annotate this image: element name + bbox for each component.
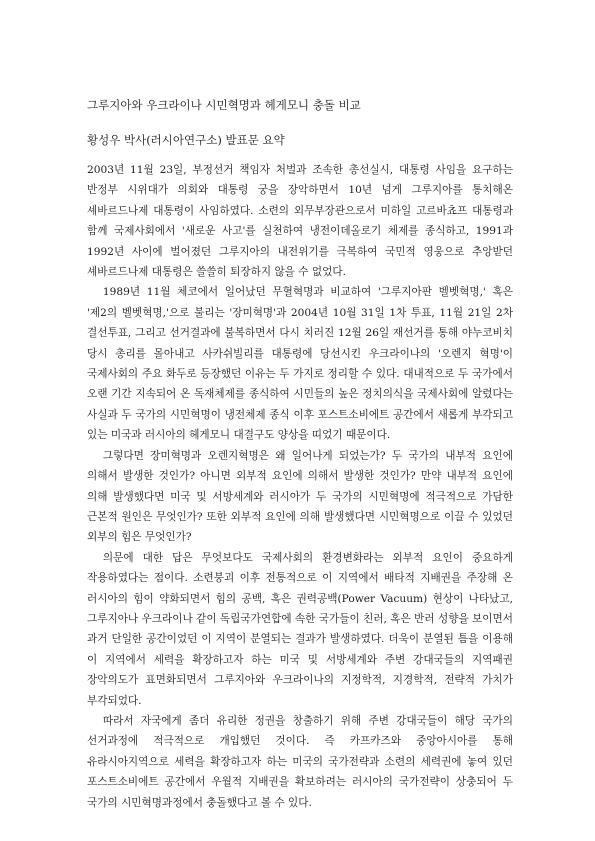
- paragraph: 그렇다면 장미혁명과 오렌지혁명은 왜 일어나게 되었는가? 두 국가의 내부적 요인에 의해서 발생한 것인가? 아니면 외부적 요인에 의해서 발생한 것인가? 만약 내부적 요인에 의해 발생했다면 미국 및 서방세계와 러시아가 두 국가의 시민혁명에 적극적으로 가담한 근본적 원인은 무엇인가? 또한 외부적 요인에 의해 발생했다면 시민혁명으로 이끌 수 있었던 외부의 힘은 무엇인가?: [87, 449, 513, 544]
- paragraph: 1989년 11월 체코에서 일어났던 무혈혁명과 비교하여 '그루지아판 벨벳혁명,' 혹은 '제2의 벨벳혁명,'으로 불리는 '장미혁명'과 2004년 10월 31일 1차 투표, 11월 21일 2차 결선투표, 그리고 선거결과에 불복하면서 다시 치러진 12월 26일 재선거를 통해 야누코비치 당시 총리를 몰아내고 사카쉬빌리를 대통령에 당선시킨 우크라이나의 '오렌지 혁명'이 국제사회의 주요 화두로 등장했던 이유는 두 가지로 정리할 수 있다. 대내적으로 두 국가에서 오랜 기간 지속되어 온 독재체제를 종식하여 시민들의 높은 정치의식을 국제사회에 알렸다는 사실과 두 국가의 시민혁명이 냉전체제 종식 이후 포스트소비에트 공간에서 새롭게 부각되고 있는 미국과 러시아의 헤게모니 대결구도 양상을 띠었기 때문이다.: [87, 286, 513, 442]
- paragraph: 따라서 자국에게 좀더 유리한 정권을 창출하기 위해 주변 강대국들이 해당 국가의 선거과정에 적극적으로 개입했던 것이다. 즉 카프카즈와 중앙아시아를 통해 유라시아지역으로 세력을 확장하고자 하는 미국의 국가전략과 소련의 세력권에 놓여 있던 포스트소비에트 공간에서 우월적 지배권을 확보하려는 러시아의 국가전략이 상충되어 두 국가의 시민혁명과정에서 충돌했다고 볼 수 있다.: [87, 714, 513, 809]
- document-body: [87, 160, 513, 813]
- document-subtitle: 황성우 박사(러시아연구소) 발표문 요약: [87, 133, 285, 147]
- paragraph: 2003년 11월 23일, 부정선거 책임자 처벌과 조속한 총선실시, 대통령 사임을 요구하는 반정부 시위대가 의회와 대통령 궁을 장악하면서 10년 넘게 그루지아를 통치해온 셰바르드나제 대통령이 사임하였다. 소련의 외무부장관으로서 미하일 고르바쵸프 대통령과 함께 국제사회에서 '새로운 사고'를 실천하여 냉전이데올로기 체제를 종식하고, 1991과 1992년 사이에 벌어졌던 그루지아의 내전위기를 극복하여 국민적 영웅으로 추앙받던 셰바르드나제 대통령은 쓸쓸히 퇴장하지 않을 수 없었다.: [87, 164, 513, 279]
- document-title: 그루지아와 우크라이나 시민혁명과 헤게모니 충돌 비교: [87, 98, 361, 112]
- paragraph: 의문에 대한 답은 무엇보다도 국제사회의 환경변화라는 외부적 요인이 중요하게 작용하였다는 점이다. 소련붕괴 이후 전통적으로 이 지역에서 배타적 지배권을 주장해 온 러시아의 힘이 약화되면서 힘의 공백, 혹은 권력공백(Power Vacuum) 현상이 나타났고, 그루지아나 우크라이나 같이 독립국가연합에 속한 국가들이 친러, 혹은 반러 성향을 보이면서 과거 단일한 공간이었던 이 지역이 분열되는 결과가 발생하였다. 더욱이 분열된 틈을 이용해 이 지역에서 세력을 확장하고자 하는 미국 및 서방세계와 주변 강대국들의 지역패권 장악의도가 표면화되면서 그루지아와 우크라이나의 지정학적, 지경학적, 전략적 가치가 부각되었다.: [87, 551, 513, 707]
